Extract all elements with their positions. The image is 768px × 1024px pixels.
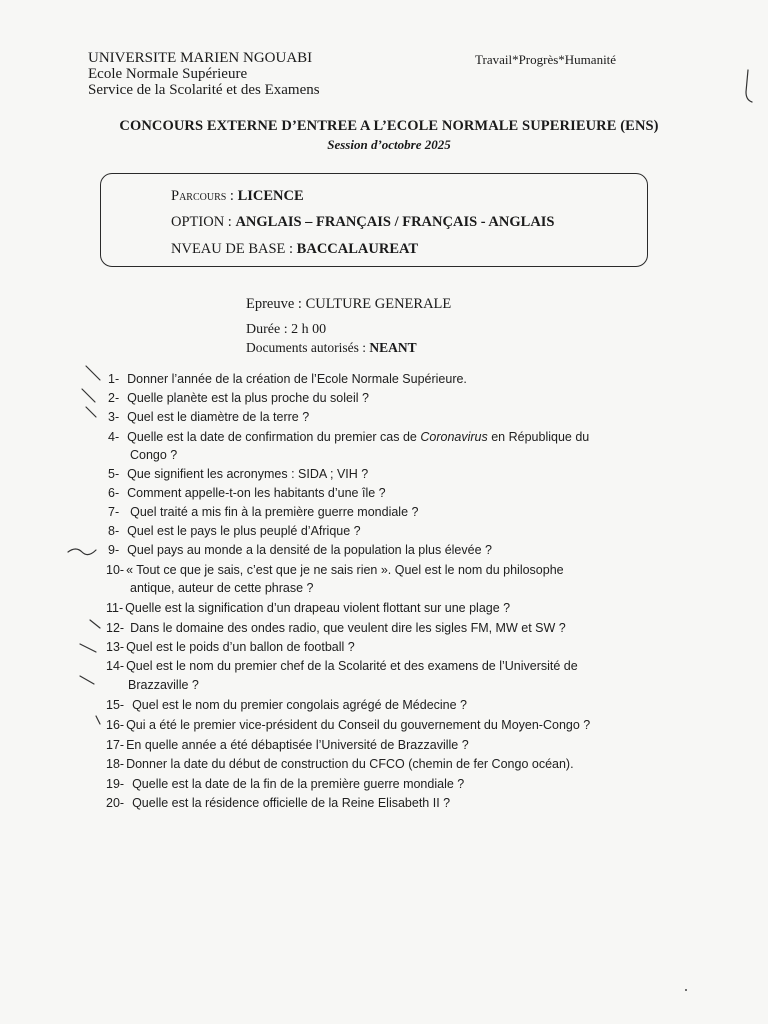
niveau-label: NVEAU DE BASE :	[171, 241, 294, 257]
question-item: 2- Quelle planète est la plus proche du soleil ?	[108, 391, 369, 405]
question-item: 18- Donner la date du début de construction du CFCO (chemin de fer Congo océan).	[106, 757, 574, 771]
question-item: 5- Que signifient les acronymes : SIDA ; VIH ?	[108, 467, 369, 481]
tick-mark	[86, 407, 96, 417]
exam-session: Session d’octobre 2025	[327, 137, 451, 152]
question-item: 4- Quelle est la date de confirmation du premier cas de Coronavirus en République du	[108, 430, 590, 444]
service-name: Service de la Scolarité et des Examens	[88, 82, 320, 98]
parcours-value: LICENCE	[237, 188, 304, 204]
university-name: UNIVERSITE MARIEN NGOUABI	[88, 50, 313, 66]
question-item: 8- Quel est le pays le plus peuplé d’Afrique ?	[108, 524, 361, 538]
question-item: 17- En quelle année a été débaptisée l’Université de Brazzaville ?	[106, 738, 469, 752]
epreuve-value: CULTURE GENERALE	[305, 296, 452, 312]
epreuve-label: Epreuve :	[246, 296, 302, 312]
duration: Durée : 2 h 00	[246, 322, 327, 337]
tick-mark	[90, 620, 100, 628]
question-item: 15- Quel est le nom du premier congolais agrégé de Médecine ?	[106, 698, 467, 712]
question-item: 19- Quelle est la date de la fin de la première guerre mondiale ?	[106, 777, 465, 791]
question-continuation: Congo ?	[130, 448, 178, 462]
tick-mark	[86, 366, 100, 380]
question-item: 3- Quel est le diamètre de la terre ?	[108, 410, 310, 424]
question-continuation: antique, auteur de cette phrase ?	[130, 581, 314, 595]
speck-mark	[685, 989, 687, 991]
question-item: 20- Quelle est la résidence officielle de la Reine Elisabeth II ?	[106, 796, 451, 810]
margin-mark	[746, 70, 752, 102]
exam-title: CONCOURS EXTERNE D’ENTREE A L’ECOLE NORMALE SUPERIEURE (ENS)	[119, 118, 659, 134]
question-item: 10- « Tout ce que je sais, c’est que je ne sais rien ». Quel est le nom du philosophe	[106, 563, 564, 577]
question-item: 13- Quel est le poids d’un ballon de football ?	[106, 640, 355, 654]
tick-mark	[80, 644, 96, 652]
question-item: 9- Quel pays au monde a la densité de la population la plus élevée ?	[108, 543, 492, 557]
question-item: 1- Donner l’année de la création de l’Ecole Normale Supérieure.	[108, 372, 467, 386]
question-item: 6- Comment appelle-t-on les habitants d’une île ?	[108, 486, 386, 500]
option-value: ANGLAIS – FRANÇAIS / FRANÇAIS - ANGLAIS	[235, 214, 555, 230]
school-name: Ecole Normale Supérieure	[88, 66, 248, 82]
question-item: 11- Quelle est la signification d’un drapeau violent flottant sur une plage ?	[106, 601, 511, 615]
question-item: 12- Dans le domaine des ondes radio, que veulent dire les sigles FM, MW et SW ?	[106, 621, 566, 635]
tick-mark	[82, 389, 95, 402]
niveau-value: BACCALAUREAT	[296, 241, 419, 257]
documents-label: Documents autorisés :	[246, 340, 366, 355]
tick-mark	[96, 716, 100, 724]
option-label: OPTION :	[171, 214, 232, 230]
question-continuation: Brazzaville ?	[128, 678, 199, 692]
question-item: 14- Quel est le nom du premier chef de la Scolarité et des examens de l’Université de	[106, 659, 578, 673]
coronavirus-italic: Coronavirus	[420, 430, 488, 444]
national-motto: Travail*Progrès*Humanité	[475, 52, 617, 67]
question-item: 16- Qui a été le premier vice-président du Conseil du gouvernement du Moyen-Congo ?	[106, 718, 591, 732]
parcours-label: Parcours :	[171, 188, 234, 204]
tick-mark	[68, 549, 96, 555]
documents-value: NEANT	[369, 340, 417, 355]
tick-mark	[80, 676, 94, 684]
question-item: 7- Quel traité a mis fin à la première guerre mondiale ?	[108, 505, 419, 519]
